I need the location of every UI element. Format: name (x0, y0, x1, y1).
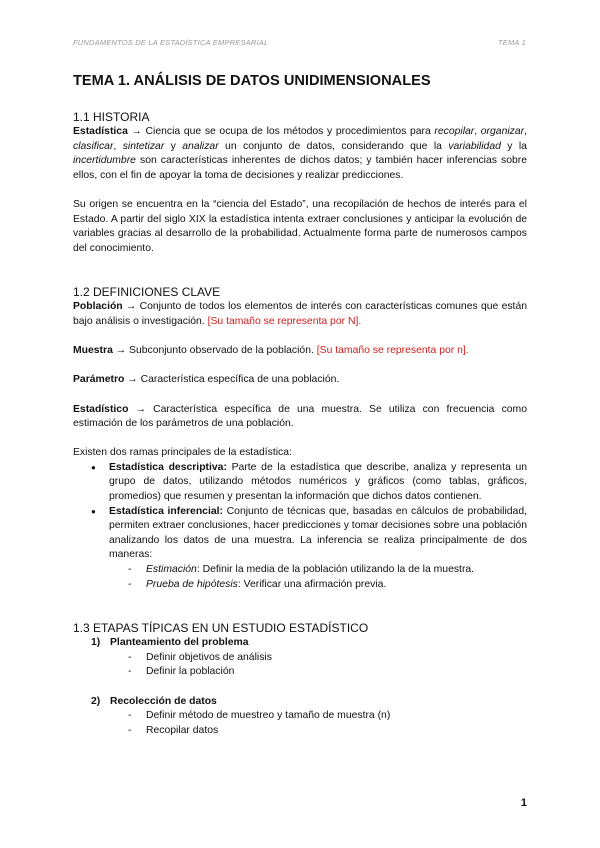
step-2 (73, 695, 527, 739)
step-title: Recolección de datos (110, 695, 217, 707)
step-number: 2) (91, 695, 101, 707)
page-title: TEMA 1. ANÁLISIS DE DATOS UNIDIMENSIONALES (73, 73, 431, 89)
running-header-left: FUNDAMENTOS DE LA ESTADÍSTICA EMPRESARIAL (73, 38, 269, 47)
section-heading-historia: 1.1 HISTORIA (73, 110, 150, 124)
step-number: 1) (91, 637, 101, 649)
definition-parametro: Parámetro → Característica específica de una población. (73, 374, 340, 386)
section-heading-definiciones: 1.2 DEFINICIONES CLAVE (73, 285, 221, 300)
list-item: - Definir objetivos de análisis (73, 651, 527, 666)
inferencia-maneras-list (73, 563, 527, 592)
step-title: Planteamiento del problema (110, 637, 249, 649)
paragraph-origen: Su origen se encuentra en la “ciencia del Estado”, una recopilación de hechos de interés para el Estado. A partir del siglo XIX la estadística intenta extraer conclusiones y anticipar la evolución de variables gracias al desarrollo de la probabilidad. Actualmente forma parte de numerosos campos del conocimiento. (73, 198, 527, 254)
ramas-list (73, 461, 527, 563)
note-poblacion-size: [Su tamaño se representa por N]. (207, 315, 362, 327)
definition-poblacion: Población → Conjunto de todos los elementos de interés con características comunes que están bajo análisis o investigación. [Su tamaño se representa por N]. (73, 301, 527, 327)
list-item-inferencial: ● Estadística inferencial: Conjunto de técnicas que, basadas en cálculos de probabilidad, permiten extraer conclusiones, hacer predicciones y tomar decisiones sobre una población analizando los datos de una muestra. La inferencia se realiza principalmente de dos maneras: (73, 505, 527, 563)
list-item: - Definir la población (73, 665, 527, 680)
list-item-prueba-hipotesis: - Prueba de hipótesis: Verificar una afirmación previa. (73, 578, 527, 593)
list-item-descriptiva: ● Estadística descriptiva: Parte de la estadística que describe, analiza y representa un grupo de datos, utilizando métodos numéricos y gráficos (como tablas, gráficos, promedios) que resumen y presentan la información que dichos datos contienen. (73, 461, 527, 505)
page-number: 1 (520, 797, 527, 809)
definition-estadistico: Estadístico → Característica específica de una muestra. Se utiliza con frecuencia como estimación de los parámetros de una población. (73, 403, 527, 430)
list-item: - Recopilar datos (73, 724, 527, 739)
section-heading-etapas: 1.3 ETAPAS TÍPICAS EN UN ESTUDIO ESTADÍSTICO (73, 621, 369, 636)
running-header-right: TEMA 1 (497, 38, 526, 47)
definition-muestra: Muestra → Subconjunto observado de la población. [Su tamaño se representa por n]. (73, 345, 469, 357)
note-muestra-size: [Su tamaño se representa por n]. (316, 345, 469, 357)
page-content (73, 72, 527, 738)
list-item: - Definir método de muestreo y tamaño de muestra (n) (73, 709, 527, 724)
ramas-intro: Existen dos ramas principales de la estadística: (73, 447, 292, 459)
step-1 (73, 636, 527, 680)
paragraph-estadistica-definition: Estadística → Ciencia que se ocupa de los métodos y procedimientos para recopilar, organizar, clasificar, sintetizar y analizar un conjunto de datos, considerando que la variabilidad y la incertidumbre son características inherentes de dichos datos; y también hacer inferencias sobre ellos, con el fin de apoyar la toma de decisiones y realizar predicciones. (73, 126, 527, 181)
term-estadistica: Estadística (73, 126, 128, 137)
list-item-estimacion: - Estimación: Definir la media de la población utilizando la de la muestra. (73, 563, 527, 578)
